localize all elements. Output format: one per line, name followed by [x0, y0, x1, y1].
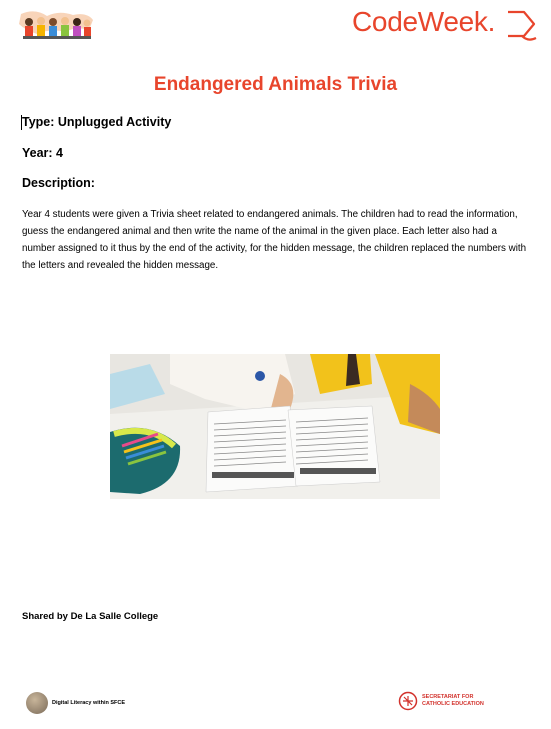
classroom-photo — [110, 354, 440, 499]
secretariat-emblem-icon — [398, 691, 418, 711]
footer-left-label: Digital Literacy within SFCE — [52, 700, 126, 706]
codeweek-bracket-icon — [498, 6, 542, 44]
shared-by-credit: Shared by De La Salle College — [22, 611, 159, 622]
footer-right-label: SECRETARIAT FOR CATHOLIC EDUCATION — [422, 694, 484, 707]
avatar — [26, 692, 48, 714]
codeweek-wordmark: CodeWeek. — [352, 6, 496, 37]
footer-left-badge — [26, 692, 125, 714]
codeweek-logo — [352, 4, 542, 44]
description-heading: Description: — [22, 176, 95, 190]
document-title: Endangered Animals Trivia — [153, 74, 398, 95]
activity-type: Type: Unplugged Activity — [22, 115, 172, 129]
year-level: Year: 4 — [22, 146, 64, 160]
kids-world-logo — [17, 6, 95, 44]
description-text: Year 4 students were given a Trivia sheet related to endangered animals. The children had to read the information, guess the endangered animal and then write the name of the animal in the given place. Each letter also had a number assigned to it thus by the end of the activity, for the hidden message, the children replaced the numbers with the letters and revealed the hidden message. — [22, 209, 527, 271]
footer-right-badge — [398, 691, 492, 711]
